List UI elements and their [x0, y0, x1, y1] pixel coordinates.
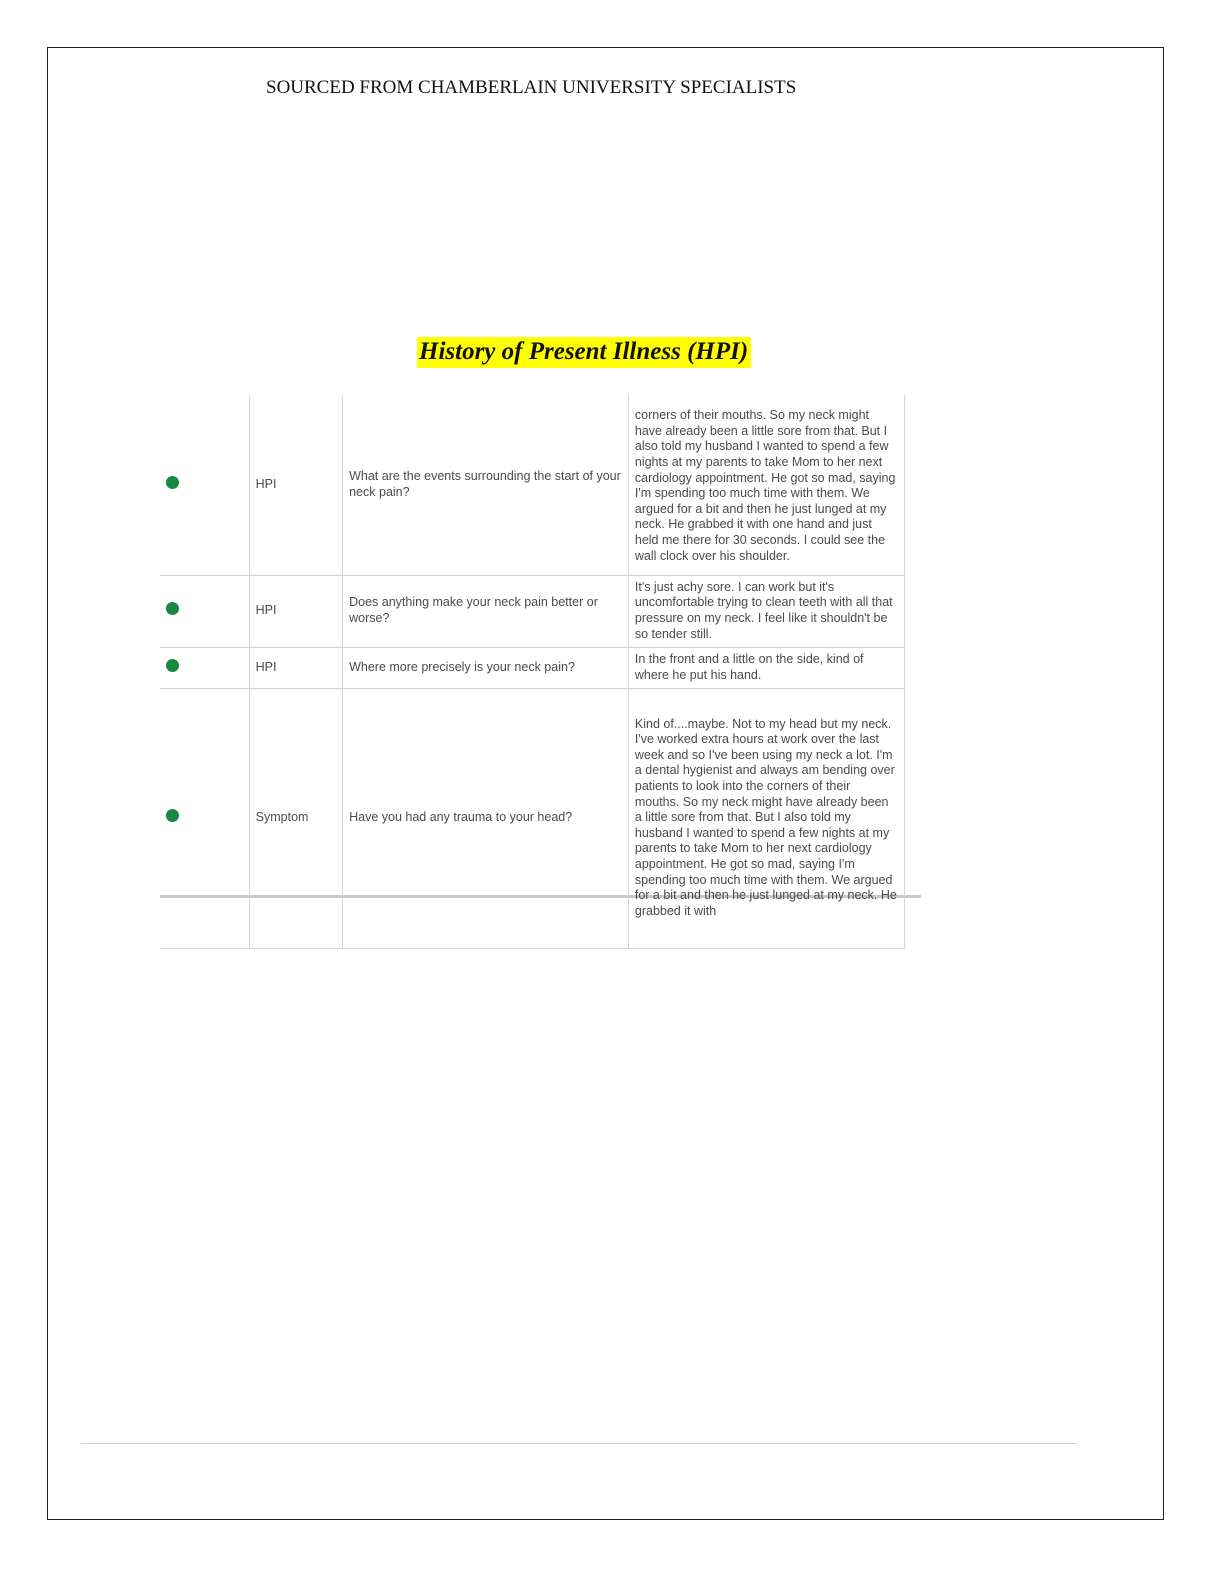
status-dot-icon — [166, 659, 179, 672]
hpi-table — [160, 395, 905, 949]
answer-cell: Kind of....maybe. Not to my head but my neck. I've worked extra hours at work over the last week and so I've been using my neck a lot. I'm a dental hygienist and always am bending over patients to look into the corners of their mouths. So my neck might have already been a little sore from that. But I also told my husband I wanted to spend a few nights at my parents to take Mom to her next cardiology appointment. He got so mad, saying I'm spending too much time with them. We argued for a bit and then he just lunged at my neck. He grabbed it with — [628, 688, 904, 948]
table-row — [160, 575, 905, 647]
page-header: SOURCED FROM CHAMBERLAIN UNIVERSITY SPECIALISTS — [266, 77, 797, 98]
category-cell: HPI — [249, 647, 342, 688]
section-title: History of Present Illness (HPI) — [417, 337, 751, 368]
table-row — [160, 395, 905, 575]
status-cell — [160, 688, 249, 948]
table-row — [160, 688, 905, 948]
status-dot-icon — [166, 476, 179, 489]
answer-cell: corners of their mouths. So my neck might have already been a little sore from that. But I also told my husband I wanted to spend a few nights at my parents to take Mom to her next cardiology appointment. He got so mad, saying I'm spending too much time with them. We argued for a bit and then he just lunged at my neck. He grabbed it with one hand and just held me there for 30 seconds. I could see the wall clock over his shoulder. — [628, 395, 904, 575]
hpi-table-screenshot — [160, 395, 921, 918]
answer-cell: In the front and a little on the side, kind of where he put his hand. — [628, 647, 904, 688]
category-cell: HPI — [249, 395, 342, 575]
question-cell: What are the events surrounding the start of your neck pain? — [343, 395, 629, 575]
status-dot-icon — [166, 602, 179, 615]
category-cell: Symptom — [249, 688, 342, 948]
question-cell: Have you had any trauma to your head? — [343, 688, 629, 948]
table-row — [160, 647, 905, 688]
status-dot-icon — [166, 809, 179, 822]
answer-cell: It's just achy sore. I can work but it's uncomfortable trying to clean teeth with all that pressure on my neck. I feel like it shouldn't be so tender still. — [628, 575, 904, 647]
status-cell — [160, 647, 249, 688]
footer-divider — [81, 1443, 1076, 1444]
question-cell: Where more precisely is your neck pain? — [343, 647, 629, 688]
status-cell — [160, 575, 249, 647]
question-cell: Does anything make your neck pain better or worse? — [343, 575, 629, 647]
status-cell — [160, 395, 249, 575]
category-cell: HPI — [249, 575, 342, 647]
